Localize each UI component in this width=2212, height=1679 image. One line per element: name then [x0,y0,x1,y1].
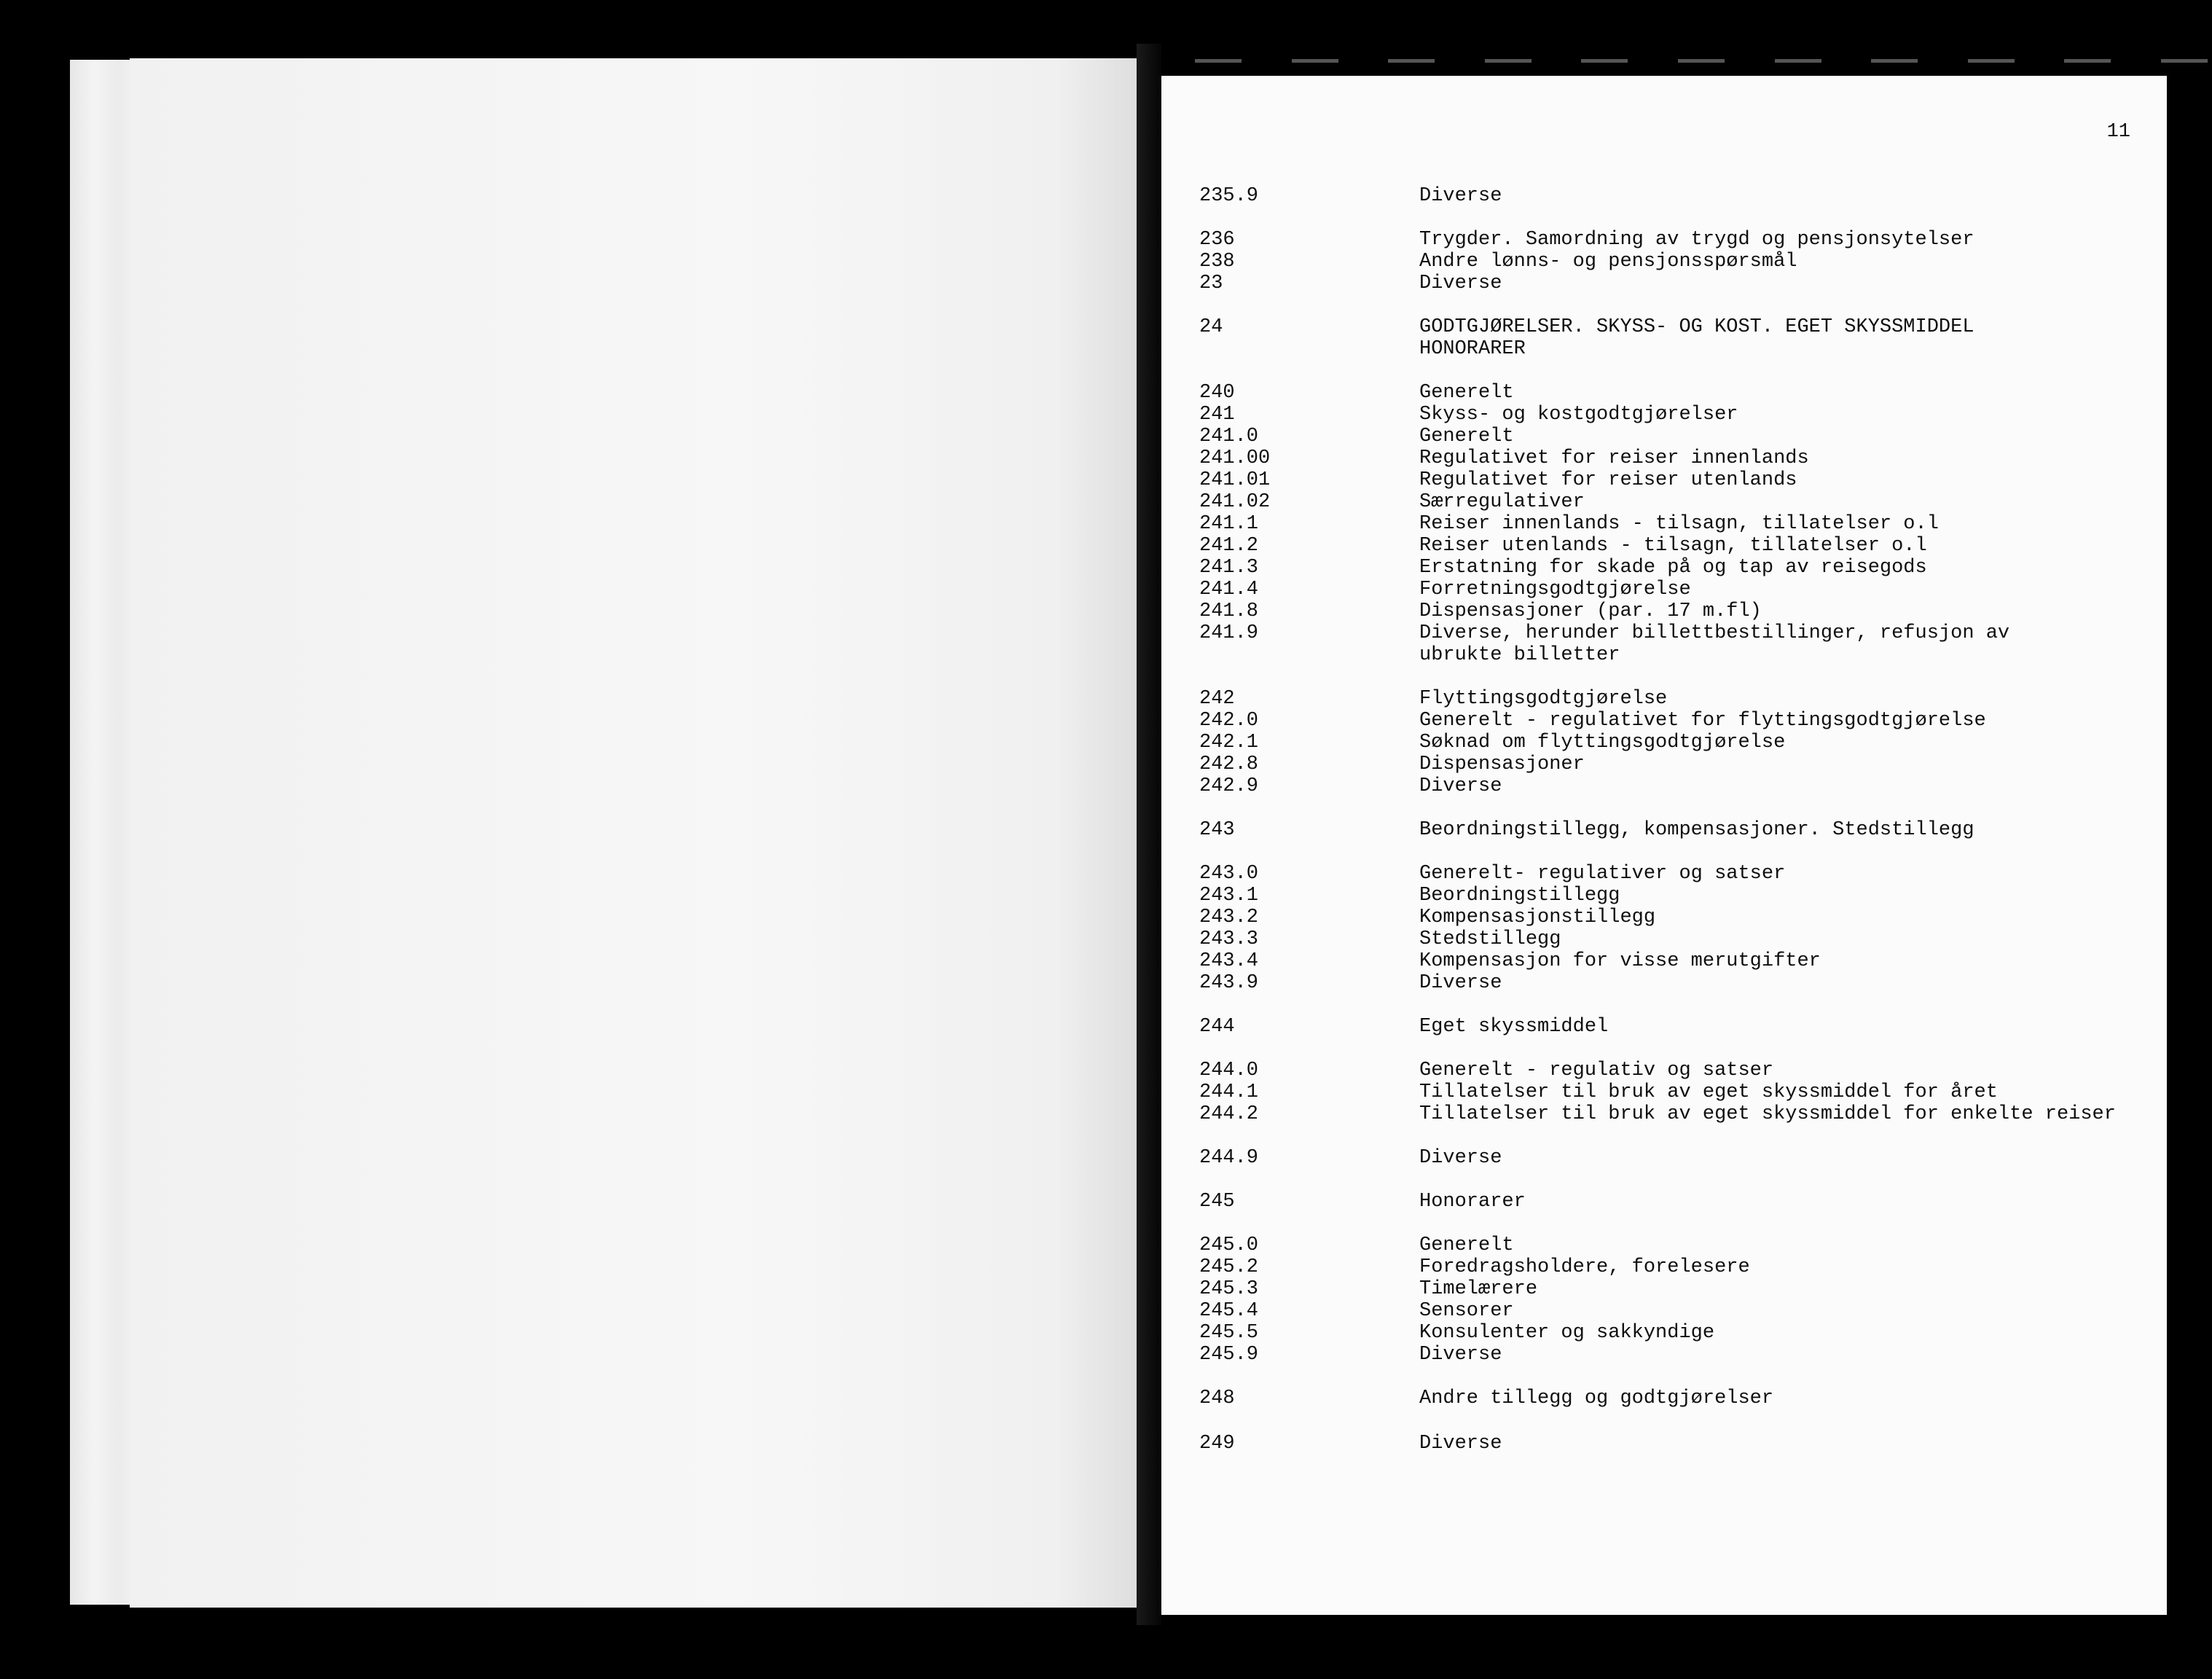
entry-text: Generelt- regulativer og satser [1419,863,1786,885]
entry-code: 241.01 [1199,469,1271,491]
entry-code: 241.1 [1199,513,1259,535]
entry-code: 240 [1199,382,1235,404]
top-edge-strip [1195,55,2208,66]
entry-text: Diverse [1419,1344,1502,1366]
archive-code-list [1161,76,2167,1615]
entry-code: 243.4 [1199,950,1259,972]
entry-code: 243 [1199,819,1235,841]
entry-code: 241.8 [1199,600,1259,622]
entry-code: 245 [1199,1191,1235,1213]
entry-text: Andre lønns- og pensjonsspørsmål [1419,251,1797,273]
entry-text: Diverse [1419,1433,1502,1455]
entry-text: Sensorer [1419,1300,1514,1322]
entry-text: Andre tillegg og godtgjørelser [1419,1388,1774,1409]
entry-text: Regulativet for reiser utenlands [1419,469,1797,491]
entry-code: 245.4 [1199,1300,1259,1322]
entry-text: Foredragsholdere, forelesere [1419,1256,1750,1278]
entry-code: 245.3 [1199,1278,1259,1300]
right-page [1161,76,2167,1615]
entry-text: Reiser innenlands - tilsagn, tillatelser o.l [1419,513,1939,535]
entry-text: Generelt [1419,1234,1514,1256]
left-page [130,58,1137,1608]
entry-text: Reiser utenlands - tilsagn, tillatelser o.l [1419,535,1927,557]
entry-code: 242.0 [1199,710,1259,732]
entry-text: Diverse, herunder billettbestillinger, refusjon av ubrukte billetter [1419,622,2010,666]
entry-code: 241.02 [1199,491,1271,513]
entry-text: Honorarer [1419,1191,1526,1213]
entry-code: 241.2 [1199,535,1259,557]
entry-text: Forretningsgodtgjørelse [1419,579,1691,600]
entry-code: 243.2 [1199,907,1259,928]
entry-text: Timelærere [1419,1278,1538,1300]
entry-code: 241.4 [1199,579,1259,600]
entry-text: Skyss- og kostgodtgjørelser [1419,404,1738,426]
entry-text: Generelt - regulativ og satser [1419,1060,1774,1081]
entry-code: 242 [1199,688,1235,710]
entry-code: 243.3 [1199,928,1259,950]
entry-text: Søknad om flyttingsgodtgjørelse [1419,732,1786,754]
entry-code: 244.2 [1199,1103,1259,1125]
entry-code: 245.0 [1199,1234,1259,1256]
page-number: 11 [2106,121,2130,143]
entry-code: 242.9 [1199,775,1259,797]
book-gutter [1137,44,1161,1625]
entry-text: Stedstillegg [1419,928,1561,950]
entry-text: Tillatelser til bruk av eget skyssmiddel for enkelte reiser [1419,1103,2116,1125]
entry-text: Diverse [1419,273,1502,294]
entry-text: Erstatning for skade på og tap av reisegods [1419,557,1927,579]
entry-code: 245.9 [1199,1344,1259,1366]
entry-text: Generelt [1419,382,1514,404]
entry-code: 248 [1199,1388,1235,1409]
entry-code: 235.9 [1199,185,1259,207]
entry-text: Kompensasjon for visse merutgifter [1419,950,1821,972]
entry-code: 245.2 [1199,1256,1259,1278]
entry-text: Dispensasjoner [1419,754,1585,775]
entry-text: Flyttingsgodtgjørelse [1419,688,1668,710]
entry-code: 241.9 [1199,622,1259,644]
entry-text: Diverse [1419,775,1502,797]
entry-text: Eget skyssmiddel [1419,1016,1609,1038]
entry-code: 242.8 [1199,754,1259,775]
entry-code: 241.3 [1199,557,1259,579]
entry-text: Dispensasjoner (par. 17 m.fl) [1419,600,1762,622]
entry-code: 24 [1199,316,1223,338]
entry-code: 243.1 [1199,885,1259,907]
entry-code: 244.0 [1199,1060,1259,1081]
entry-code: 244.9 [1199,1147,1259,1169]
entry-text: Tillatelser til bruk av eget skyssmiddel for året [1419,1081,1998,1103]
entry-code: 242.1 [1199,732,1259,754]
entry-code: 244 [1199,1016,1235,1038]
entry-text: Beordningstillegg, kompensasjoner. Stedstillegg [1419,819,1974,841]
entry-text: Generelt [1419,426,1514,447]
entry-text: Diverse [1419,1147,1502,1169]
entry-code: 238 [1199,251,1235,273]
entry-text: Kompensasjonstillegg [1419,907,1656,928]
entry-code: 243.9 [1199,972,1259,994]
entry-code: 236 [1199,229,1235,251]
entry-code: 23 [1199,273,1223,294]
entry-text: Regulativet for reiser innenlands [1419,447,1809,469]
bleed-through-text [305,146,1033,1530]
entry-text: Konsulenter og sakkyndige [1419,1322,1715,1344]
entry-code: 245.5 [1199,1322,1259,1344]
entry-code: 249 [1199,1433,1235,1455]
entry-code: 241 [1199,404,1235,426]
entry-code: 241.00 [1199,447,1271,469]
entry-text: Beordningstillegg [1419,885,1620,907]
entry-text: Trygder. Samordning av trygd og pensjonsytelser [1419,229,1974,251]
entry-text: Diverse [1419,972,1502,994]
entry-text: Diverse [1419,185,1502,207]
entry-text: Særregulativer [1419,491,1585,513]
entry-text: GODTGJØRELSER. SKYSS- OG KOST. EGET SKYSSMIDDEL HONORARER [1419,316,1974,360]
entry-text: Generelt - regulativet for flyttingsgodtgjørelse [1419,710,1986,732]
entry-code: 241.0 [1199,426,1259,447]
entry-code: 243.0 [1199,863,1259,885]
entry-code: 244.1 [1199,1081,1259,1103]
